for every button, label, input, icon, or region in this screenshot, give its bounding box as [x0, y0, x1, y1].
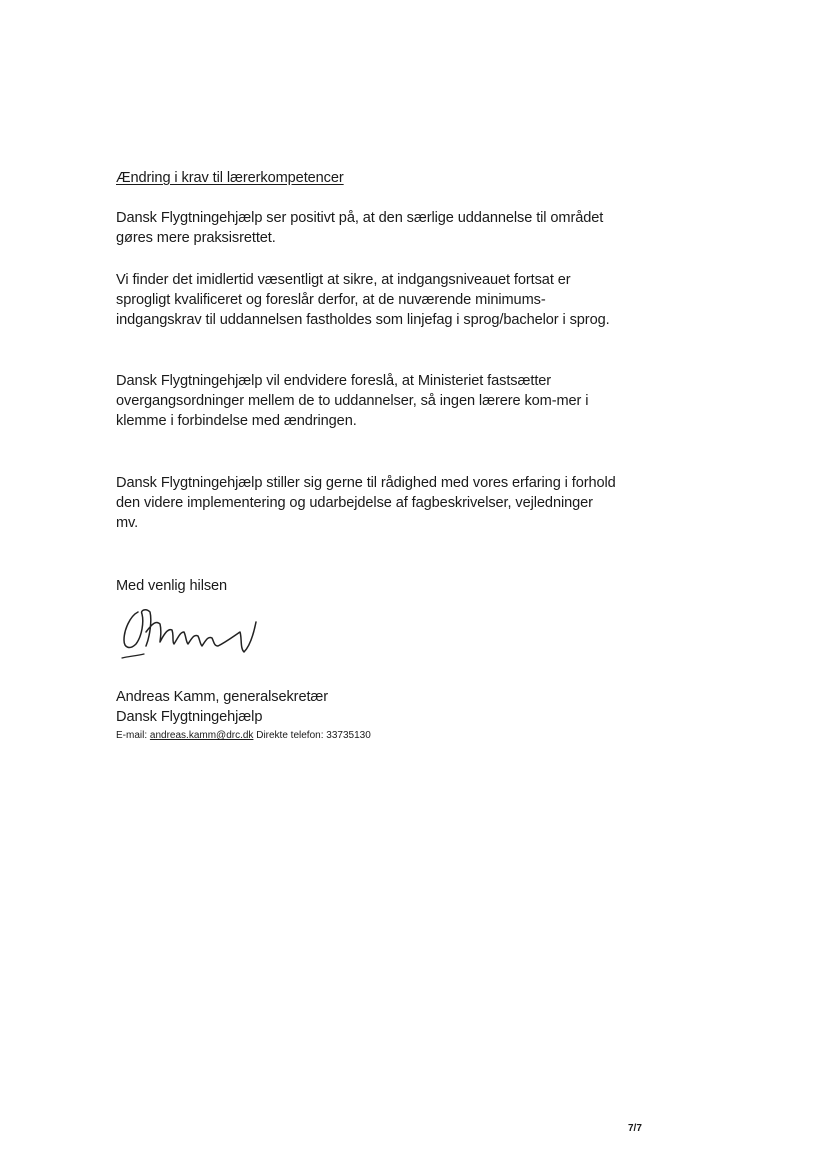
paragraph-2: Vi finder det imidlertid væsentligt at sikre, at indgangsniveauet fortsat er sprogligt kvalificeret og foreslår derfor, at de nuværende minimums-indgangskrav til uddannelsen fastholdes som linjefag i sprog/bachelor i sprog. — [116, 272, 610, 329]
signatory-organization: Dansk Flygtningehjælp — [116, 709, 263, 725]
signatory-name: Andreas Kamm, generalsekretær — [116, 689, 329, 705]
paragraph-4: Dansk Flygtningehjælp stiller sig gerne til rådighed med vores erfaring i forhold den videre implementering og udarbejdelse af fagbeskrivelser, vejledninger mv. — [116, 475, 616, 532]
email-label: E-mail: — [116, 730, 148, 741]
phone-number: 33735130 — [326, 730, 371, 741]
closing-greeting: Med venlig hilsen — [116, 578, 228, 594]
section-heading: Ændring i krav til lærerkompetencer — [116, 170, 344, 186]
paragraph-1: Dansk Flygtningehjælp ser positivt på, at den særlige uddannelse til området gøres mere praksisrettet. — [116, 210, 604, 247]
email-link[interactable]: andreas.kamm@drc.dk — [149, 730, 254, 741]
page-number: 7/7 — [628, 1123, 642, 1134]
contact-line — [116, 729, 371, 743]
paragraph-3: Dansk Flygtningehjælp vil endvidere foreslå, at Ministeriet fastsætter overgangsordninger mellem de to uddannelser, så ingen lærere kom-mer i klemme i forbindelse med ændringen. — [116, 373, 589, 430]
phone-label: Direkte telefon: — [256, 730, 324, 741]
handwritten-signature — [116, 602, 266, 666]
